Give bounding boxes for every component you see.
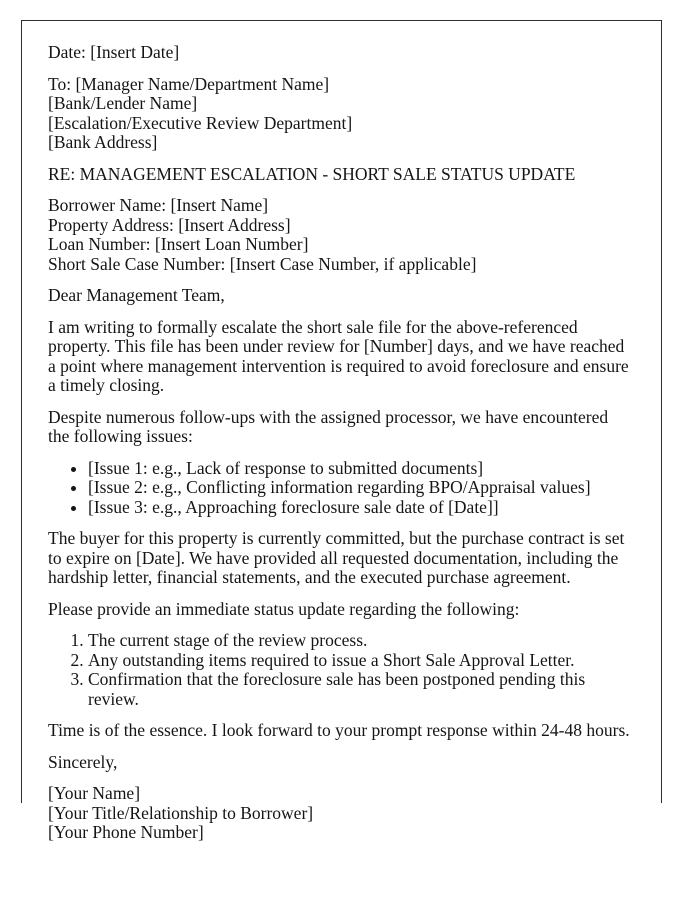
recipient-line-4: [Bank Address]: [48, 132, 158, 152]
signature-block: [48, 784, 631, 843]
salutation: Dear Management Team,: [48, 285, 225, 305]
paragraph-intro: I am writing to formally escalate the short sale file for the above-referenced property. This file has been under review for [Number] days, and we have reached a point where management intervention is required to avoid foreclosure and ensure a timely closing.: [48, 316, 629, 395]
letter-document: [21, 20, 662, 842]
recipient-line-1: To: [Manager Name/Department Name]: [48, 73, 330, 94]
closing: Sincerely,: [48, 751, 118, 772]
case-detail-loan: Loan Number: [Insert Loan Number]: [48, 234, 309, 254]
paragraph-requests-lead: Please provide an immediate status update regarding the following:: [48, 598, 520, 619]
paragraph-urgency: Time is of the essence. I look forward to your prompt response within 24-48 hours.: [48, 720, 630, 740]
subject-line: RE: MANAGEMENT ESCALATION - SHORT SALE STATUS UPDATE: [48, 163, 576, 184]
request-item-1: 1. The current stage of the review process.: [88, 631, 631, 651]
recipient-line-3: [Escalation/Executive Review Department]: [48, 112, 353, 133]
recipient-line-2: [Bank/Lender Name]: [48, 93, 198, 113]
case-detail-borrower: Borrower Name: [Insert Name]: [48, 195, 269, 215]
signature-phone: [Your Phone Number]: [48, 822, 204, 842]
issues-list: [48, 459, 631, 518]
case-detail-case-number: Short Sale Case Number: [Insert Case Number, if applicable]: [48, 253, 477, 274]
paragraph-issues-lead: Despite numerous follow-ups with the assigned processor, we have encountered the following issues:: [48, 406, 609, 446]
paragraph-buyer-status: The buyer for this property is currently committed, but the purchase contract is set to expire on [Date]. We have provided all requested documentation, including the hardship letter, financial statements, and the executed purchase agreement.: [48, 528, 625, 587]
request-item-2: 2. Any outstanding items required to issue a Short Sale Approval Letter.: [88, 651, 631, 671]
issue-item-1: • [Issue 1: e.g., Lack of response to submitted documents]: [88, 459, 631, 479]
case-detail-property: Property Address: [Insert Address]: [48, 214, 291, 235]
date-line: Date: [Insert Date]: [48, 42, 180, 62]
signature-title: [Your Title/Relationship to Borrower]: [48, 802, 314, 823]
signature-name: [Your Name]: [48, 783, 141, 803]
issue-item-3: • [Issue 3: e.g., Approaching foreclosure sale date of [Date]]: [88, 498, 631, 518]
request-item-3: 3. Confirmation that the foreclosure sale has been postponed pending this review.: [88, 670, 631, 709]
issue-item-2: • [Issue 2: e.g., Conflicting information regarding BPO/Appraisal values]: [88, 478, 631, 498]
case-details-block: [48, 196, 631, 274]
recipient-block: [48, 75, 631, 153]
requests-list: [48, 631, 631, 709]
